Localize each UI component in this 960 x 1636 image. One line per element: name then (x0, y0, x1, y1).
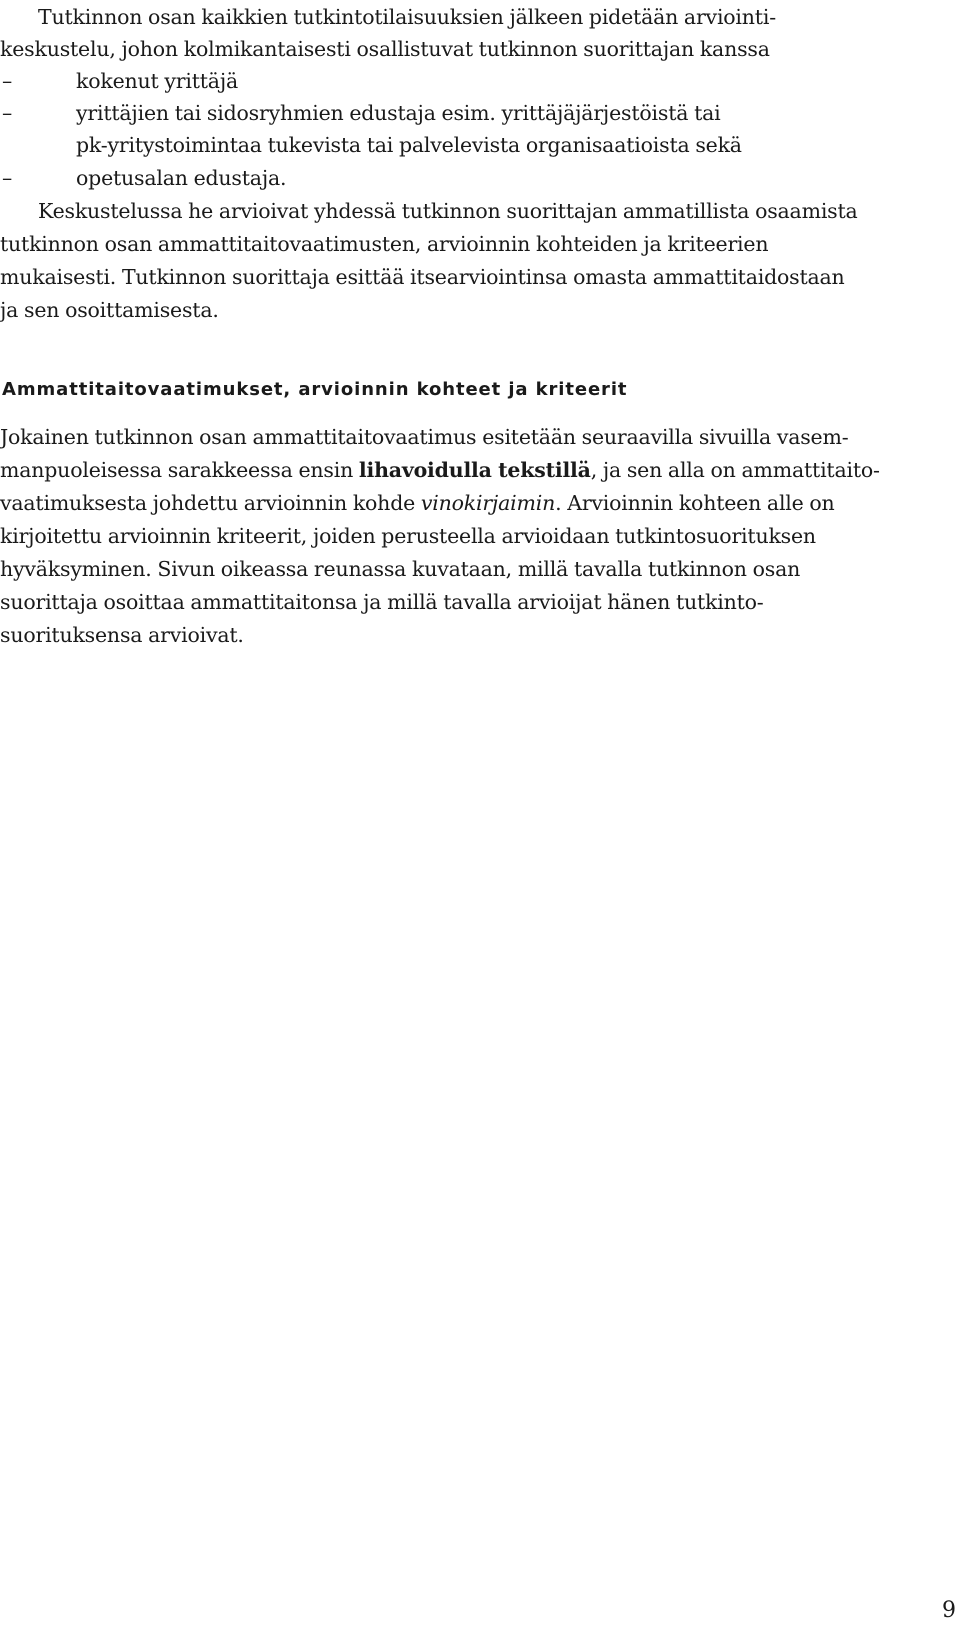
text-line: hyväksyminen. Sivun oikeassa reunassa kuvataan, millä tavalla tutkinnon osan (0, 557, 801, 581)
italic-text: vinokirjaimin (420, 491, 556, 515)
text-line: mukaisesti. Tutkinnon suorittaja esittää itsearviointinsa omasta ammattitaidostaan (0, 265, 845, 289)
text-line: tutkinnon osan ammattitaitovaatimusten, arvioinnin kohteiden ja kriteerien (0, 232, 769, 256)
text-line: Keskustelussa he arvioivat yhdessä tutkinnon suorittajan ammatillista osaamista (38, 199, 858, 223)
text-line: kirjoitettu arvioinnin kriteerit, joiden perusteella arvioidaan tutkintosuorituksen (0, 524, 816, 548)
text-line: suorituksensa arvioivat. (0, 623, 244, 647)
list-item-text: kokenut yrittäjä (76, 69, 238, 93)
bold-text: lihavoidulla tekstillä (358, 458, 591, 482)
text-run: , ja sen alla on ammattitaito- (590, 458, 880, 482)
list-item-text: opetusalan edustaja. (76, 166, 287, 190)
text-run: . Arvioinnin kohteen alle on (555, 491, 835, 515)
text-line: Tutkinnon osan kaikkien tutkintotilaisuuksien jälkeen pidetään arviointi- (38, 5, 776, 29)
page-number: 9 (942, 1598, 956, 1623)
dash-bullet: – (2, 69, 13, 93)
text-line (0, 453, 880, 487)
list-item-text: yrittäjien tai sidosryhmien edustaja esim. yrittäjäjärjestöistä tai (76, 101, 721, 125)
text-run: vaatimuksesta johdettu arvioinnin kohde (0, 491, 421, 515)
list-item-text: pk-yritystoimintaa tukevista tai palvelevista organisaatioista sekä (76, 133, 742, 157)
text-line: suorittaja osoittaa ammattitaitonsa ja millä tavalla arvioijat hänen tutkinto- (0, 590, 764, 614)
text-line: ja sen osoittamisesta. (0, 298, 219, 322)
text-line: Jokainen tutkinnon osan ammattitaitovaatimus esitetään seuraavilla sivuilla vasem- (0, 425, 849, 449)
section-heading: Ammattitaitovaatimukset, arvioinnin kohteet ja kriteerit (2, 379, 628, 400)
dash-bullet: – (2, 101, 13, 125)
text-line: keskustelu, johon kolmikantaisesti osallistuvat tutkinnon suorittajan kanssa (0, 37, 770, 61)
dash-bullet: – (2, 166, 13, 190)
text-run: manpuoleisessa sarakkeessa ensin (0, 458, 359, 482)
text-line (0, 486, 835, 520)
